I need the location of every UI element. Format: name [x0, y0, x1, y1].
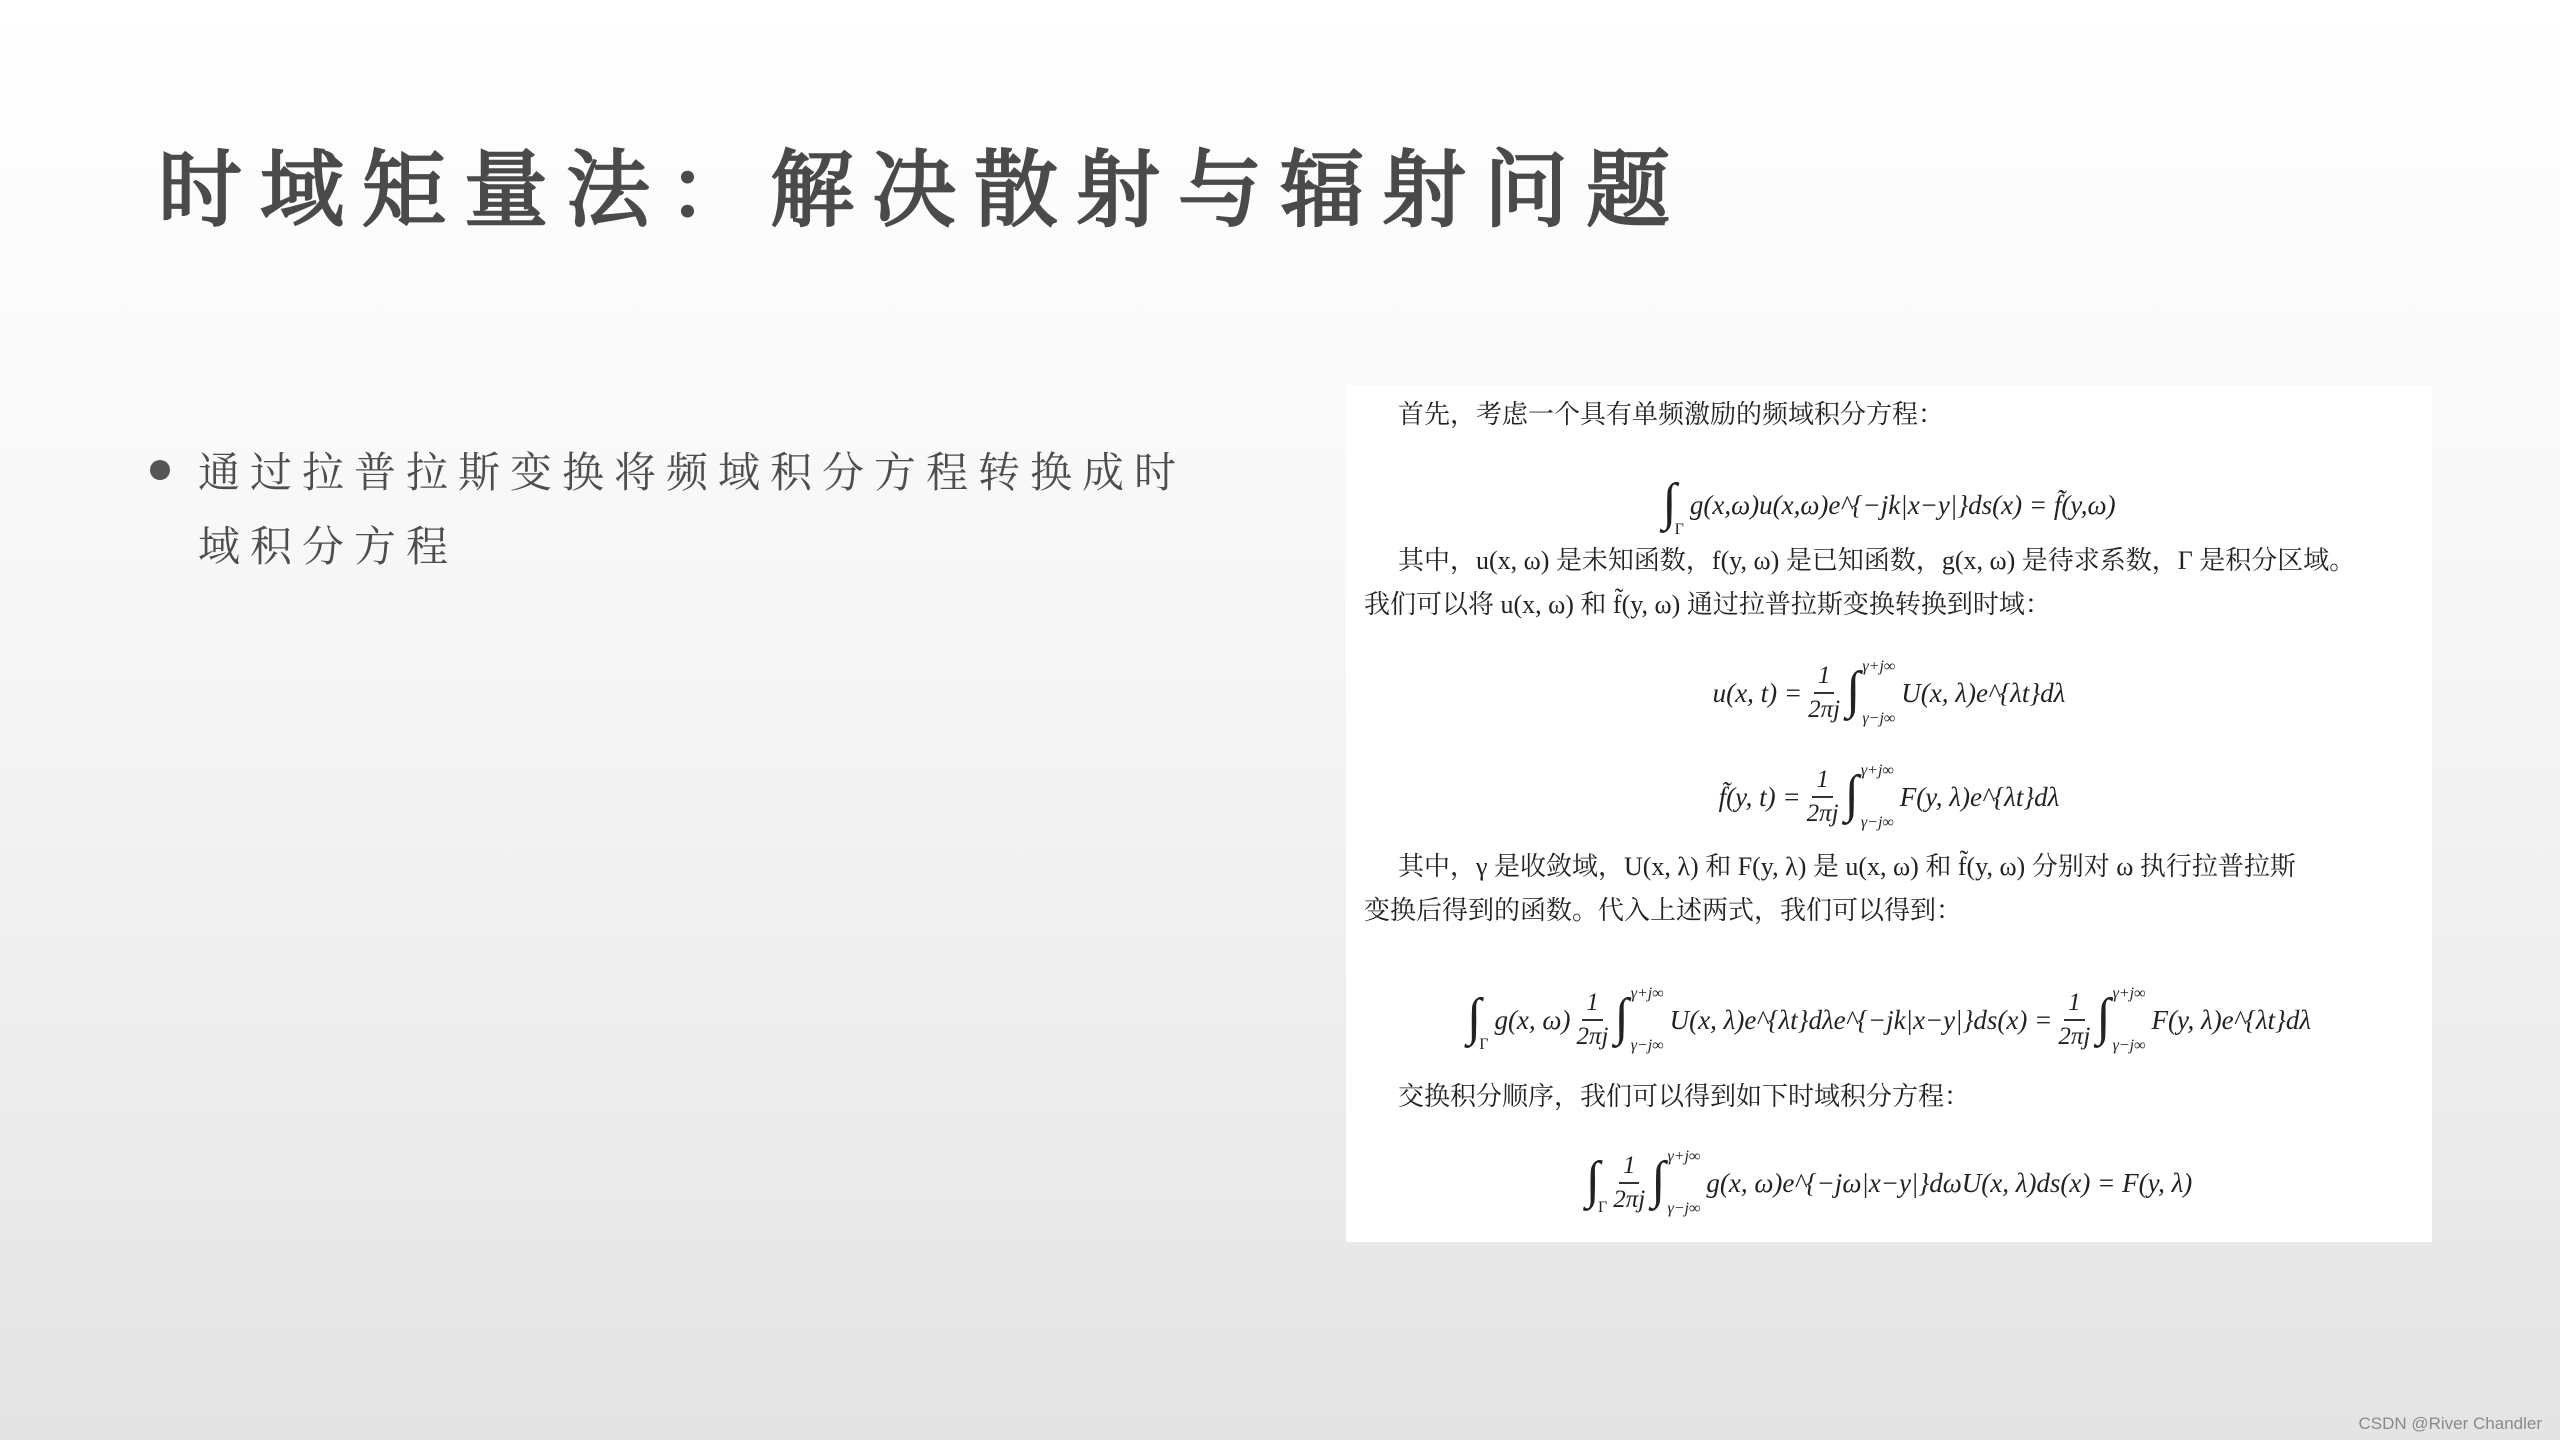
fraction-denominator: 2πj: [2058, 1023, 2091, 1050]
upper-limit: γ+j∞: [1667, 1148, 1701, 1165]
equation-2: [1346, 653, 2432, 733]
integral-sign: ∫: [1662, 474, 1677, 531]
equation-5: [1346, 1143, 2432, 1223]
equation-1-body: g(x,ω)u(x,ω)e^{−jk|x−y|}ds(x) = f̃(y,ω): [1689, 489, 2116, 520]
upper-limit: γ+j∞: [1862, 658, 1896, 675]
fraction-denominator: 2πj: [1806, 800, 1839, 827]
region-label: Γ: [1479, 1036, 1489, 1053]
integral-sign: ∫: [1846, 662, 1861, 719]
integral-sign: ∫: [1466, 989, 1482, 1046]
integral-limits: [1861, 762, 1894, 832]
paper-paragraph-1: 首先，考虑一个具有单频激励的频域积分方程：: [1398, 400, 1945, 429]
fraction-denominator: 2πj: [1808, 696, 1841, 723]
integral-sign: ∫: [1614, 989, 1629, 1046]
lower-limit: γ−j∞: [1630, 1037, 1664, 1054]
integral-limits: [1667, 1148, 1700, 1218]
bullet-item: 通过拉普拉斯变换将频域积分方程转换成时域积分方程: [198, 448, 1187, 571]
integral-sign: ∫: [1585, 1152, 1600, 1209]
equation-2-lhs: u(x, t) =: [1712, 677, 1803, 708]
fraction: [1807, 764, 1839, 830]
integral-sign: ∫: [2096, 989, 2111, 1046]
fraction-denominator: 2πj: [1613, 1186, 1646, 1213]
paper-paragraph-3b: 变换后得到的函数。代入上述两式，我们可以得到：: [1364, 896, 1963, 925]
fraction-numerator: 1: [1812, 764, 1833, 798]
lower-limit: γ−j∞: [1860, 814, 1894, 831]
lower-limit: γ−j∞: [2112, 1037, 2146, 1054]
paper-paragraph-2a: 其中，u(x, ω) 是未知函数，f(y, ω) 是已知函数，g(x, ω) 是待求系数，Γ 是积分区域。: [1398, 546, 2356, 575]
equation-4-part-b: U(x, λ)e^{λt}dλe^{−jk|x−y|}ds(x) =: [1669, 1004, 2053, 1035]
region-label: Γ: [1674, 521, 1684, 538]
equation-5-body: g(x, ω)e^{−jω|x−y|}dωU(x, λ)ds(x) = F(y, λ): [1706, 1167, 2193, 1198]
paper-paragraph-3a: 其中，γ 是收敛域，U(x, λ) 和 F(y, λ) 是 u(x, ω) 和 f̃(y, ω) 分别对 ω 执行拉普拉斯: [1398, 852, 2296, 881]
upper-limit: γ+j∞: [2112, 985, 2146, 1002]
integral-sign: ∫: [1651, 1152, 1666, 1209]
region-label: Γ: [1597, 1199, 1608, 1216]
slide-title: 时域矩量法：解决散射与辐射问题: [158, 140, 1689, 239]
fraction-denominator: 2πj: [1576, 1023, 1609, 1050]
paper-paragraph-4: 交换积分顺序，我们可以得到如下时域积分方程：: [1398, 1082, 1971, 1111]
lower-limit: γ−j∞: [1862, 710, 1896, 727]
equation-1: [1346, 465, 2432, 545]
integral-limits: [2113, 985, 2146, 1055]
integral-sign: ∫: [1844, 766, 1859, 823]
lower-limit: γ−j∞: [1667, 1200, 1701, 1217]
fraction-numerator: 1: [1582, 987, 1603, 1021]
bullet-list: [150, 436, 1230, 584]
integral-limits: [1862, 658, 1895, 728]
fraction-numerator: 1: [2064, 987, 2085, 1021]
equation-2-rhs: U(x, λ)e^{λt}dλ: [1901, 677, 2066, 708]
fraction: [1576, 987, 1608, 1053]
fraction-numerator: 1: [1814, 660, 1835, 694]
upper-limit: γ+j∞: [1860, 762, 1894, 779]
equation-3-lhs: f̃(y, t) =: [1718, 781, 1801, 812]
integral-limits: [1631, 985, 1664, 1055]
bullet-dot: [150, 460, 170, 480]
equation-4-part-c: F(y, λ)e^{λt}dλ: [2151, 1004, 2312, 1035]
paper-paragraph-2b: 我们可以将 u(x, ω) 和 f̃(y, ω) 通过拉普拉斯变换转换到时域：: [1364, 590, 2051, 619]
watermark-credit: CSDN @River Chandler: [2358, 1414, 2542, 1433]
equation-3: [1346, 757, 2432, 837]
equation-4: [1346, 980, 2432, 1060]
fraction: [2058, 987, 2090, 1053]
upper-limit: γ+j∞: [1630, 985, 1664, 1002]
fraction: [1613, 1150, 1645, 1216]
fraction: [1808, 660, 1840, 726]
equation-3-rhs: F(y, λ)e^{λt}dλ: [1899, 781, 2060, 812]
formula-image: [1346, 385, 2432, 1242]
equation-4-part-a: g(x, ω): [1494, 1004, 1571, 1035]
fraction-numerator: 1: [1619, 1150, 1640, 1184]
